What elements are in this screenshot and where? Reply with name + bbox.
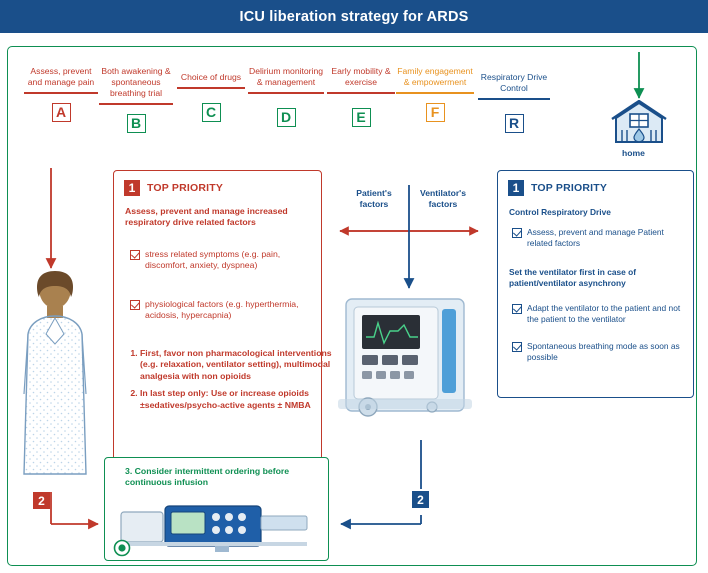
column-r-rule [478, 98, 550, 100]
checkbox-icon [512, 228, 522, 238]
column-d-rule [248, 92, 324, 94]
letter-b: B [127, 114, 146, 133]
home-icon [608, 100, 670, 144]
column-f-caption: Family engagement & empowerment [397, 66, 473, 87]
column-b-rule [99, 103, 173, 105]
column-a [24, 66, 98, 122]
patient-illustration [14, 268, 96, 483]
letter-f: F [426, 103, 445, 122]
blue-check-3-label: Spontaneous breathing mode as soon as possible [527, 341, 680, 362]
patient-factors-label: Patient's factors [356, 188, 392, 209]
ventilator-illustration [334, 295, 480, 427]
column-e-rule [327, 92, 395, 94]
column-e [327, 66, 395, 127]
green-connector-dot [113, 539, 131, 562]
page-title: ICU liberation strategy for ARDS [239, 8, 469, 25]
red-check-1 [130, 249, 315, 272]
red-panel-subtitle: Assess, prevent and manage increased respiratory drive related factors [125, 206, 288, 228]
blue-panel-subtitle: Control Respiratory Drive [509, 207, 611, 217]
blue-check-2-label: Adapt the ventilator to the patient and not the patient to the ventilator [527, 303, 681, 324]
blue-priority-panel [497, 170, 694, 398]
checkbox-icon [130, 250, 140, 260]
blue-panel-title: TOP PRIORITY [531, 182, 608, 194]
red-step-1: 1. First, favor non pharmacological interventions (e.g. relaxation, ventilator setting), multimodal analgesia with non opioids [140, 348, 332, 382]
red-check-1-label: stress related symptoms (e.g. pain, discomfort, anxiety, dyspnea) [145, 249, 281, 271]
column-d [248, 66, 324, 127]
column-c-caption: Choice of drugs [180, 72, 242, 82]
red-panel-title: TOP PRIORITY [147, 182, 224, 194]
column-a-rule [24, 92, 98, 94]
blue-badge: 1 [508, 180, 524, 196]
column-b [99, 66, 173, 133]
red-priority-panel [113, 170, 332, 477]
checkbox-icon [512, 342, 522, 352]
blue-check-1-label: Assess, prevent and manage Patient related factors [527, 227, 664, 248]
red-check-2-label: physiological factors (e.g. hyperthermia, acidosis, hypercapnia) [145, 299, 299, 321]
column-r [478, 72, 550, 133]
column-a-caption: Assess, prevent and manage pain [27, 66, 95, 87]
column-c-rule [177, 87, 245, 89]
blue-check-3 [512, 341, 690, 363]
blue-check-1 [512, 227, 690, 249]
ventilator-factors-label: Ventilator's factors [420, 188, 466, 209]
red-check-2 [130, 299, 315, 322]
red-step-list [126, 348, 332, 417]
red-step-2: 2. In last step only: Use or increase opioids ±sedatives/psycho-active agents ± NMBA [140, 388, 332, 411]
column-f [396, 66, 474, 122]
letter-c: C [202, 103, 221, 122]
letter-r: R [505, 114, 524, 133]
green-panel [104, 457, 329, 561]
marker-blue-2: 2 [412, 491, 429, 508]
column-d-caption: Delirium monitoring & management [248, 66, 324, 87]
marker-red-2: 2 [33, 492, 50, 509]
column-f-rule [396, 92, 474, 94]
letter-a: A [52, 103, 71, 122]
home-label: home [622, 148, 645, 158]
checkbox-icon [130, 300, 140, 310]
column-r-caption: Respiratory Drive Control [480, 72, 548, 93]
infusion-pump-illustration [119, 502, 319, 554]
green-step-3: 3. Consider intermittent ordering before continuous infusion [125, 466, 290, 488]
title-bar [0, 0, 708, 33]
letter-e: E [352, 108, 371, 127]
column-e-caption: Early mobility & exercise [331, 66, 391, 87]
checkbox-icon [512, 304, 522, 314]
letter-d: D [277, 108, 296, 127]
blue-panel-heading-2: Set the ventilator first in case of patient/ventilator asynchrony [509, 267, 637, 288]
column-c [177, 72, 245, 122]
column-b-caption: Both awakening & spontaneous breathing trial [101, 66, 171, 98]
red-badge: 1 [124, 180, 140, 196]
blue-check-2 [512, 303, 690, 325]
